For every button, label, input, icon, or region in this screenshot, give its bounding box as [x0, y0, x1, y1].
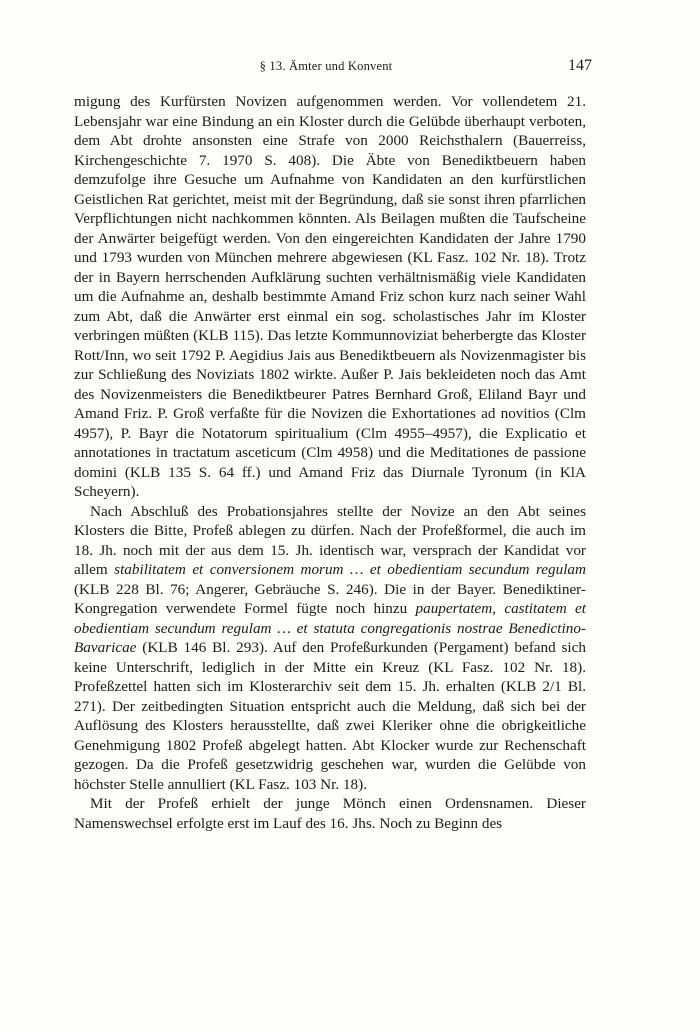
running-head: § 13. Ämter und Konvent	[259, 59, 393, 73]
latin-formula-paupertatem: paupertatem, castitatem et obedientiam secundum regulam … et statuta congregationis nostrae Benedictino-Bavaricae	[74, 600, 587, 656]
page-number: 147	[568, 57, 592, 74]
paragraph-3	[74, 794, 586, 833]
text-segment: migung des Kurfürsten Novizen aufgenommen werden. Vor vollendetem 21. Lebensjahr war eine Bindung an ein Kloster durch die Gelübde überhaupt verboten, dem Abt drohte ansonsten eine Strafe von 2000 Reichsthalern (Bauerreiss, Kirchengeschichte 7. 1970 S. 408). Die Äbte von Benediktbeuern haben demzufolge ihre Gesuche um Aufnahme von Kandidaten an den kurfürstlichen Geistlichen Rat gerichtet, meist mit der Begründung, daß sie sonst ihren pfarrlichen Verpflichtungen nicht nachkommen könnten. Als Beilagen mußten die Taufscheine der Anwärter beigefügt werden. Von den eingereichten Kandidaten der Jahre 1790 und 1793 wurden von München mehrere abgewiesen (KL Fasz. 102 Nr. 18). Trotz der in Bayern herrschenden Aufklärung suchten verhältnismäßig viele Kandidaten um die Aufnahme an, deshalb bestimmte Amand Friz schon kurz nach seiner Wahl zum Abt, daß die Anwärter erst einmal ein sog. scholastisches Jahr im Kloster verbringen müßten (KLB 115). Das letzte Kommunnoviziat beherbergte das Kloster Rott/Inn, wo seit 1792 P. Aegidius Jais aus Benediktbeuern als Novizenmagister bis zur Schließung des Noviziats 1802 wirkte. Außer P. Jais bekleideten noch das Amt des Novizenmeisters die Benediktbeurer Patres Bernhard Groß, Eliland Bayr und Amand Friz. P. Groß verfaßte für die Novizen die Exhortationes ad novitios (Clm 4957), P. Bayr die Notatorum spiritualium (Clm 4955–4957), die Explicatio et annotationes in tractatum asceticum (Clm 4958) und die Meditationes de passione domini (KLB 135 S. 64 ff.) und Amand Friz das Diurnale Tyronum (in KlA Scheyern).	[74, 93, 586, 500]
text-segment: (KLB 146 Bl. 293). Auf den Profeßurkunden (Pergament) befand sich keine Unterschrift, lediglich in der Mitte ein Kreuz (KL Fasz. 102 Nr. 18). Profeßzettel hatten sich im Klosterarchiv seit dem 15. Jh. erhalten (KLB 2/1 Bl. 271). Der zeitbedingten Situation entspricht auch die Meldung, daß sich bei der Auflösung des Klosters herausstellte, daß zwei Kleriker ohne die obrigkeitliche Genehmigung 1802 Profeß abgelegt hatten. Abt Klocker wurde zur Rechenschaft gezogen. Da die Profeß gesetzwidrig geschehen war, wurden die Gelübde von höchster Stelle annulliert (KL Fasz. 103 Nr. 18).	[74, 639, 586, 793]
body-text	[74, 92, 586, 833]
text-segment: Mit der Profeß erhielt der junge Mönch einen Ordensnamen. Dieser Namenswechsel erfolgte erst im Lauf des 16. Jhs. Noch zu Beginn des	[74, 795, 586, 832]
text-segment: (KLB 228 Bl. 76; Angerer, Gebräuche S. 246). Die in der Bayer. Benediktiner-Kongregation verwendete Formel fügte noch hinzu	[74, 580, 586, 617]
page-header	[60, 57, 592, 79]
paragraph-1	[74, 92, 586, 502]
text-segment: Nach Abschluß des Probationsjahres stellte der Novize an den Abt seines Klosters die Bitte, Profeß ablegen zu dürfen. Nach der Profeßformel, die auch im 18. Jh. noch mit der aus dem 15. Jh. identisch war, versprach der Kandidat vor allem	[74, 502, 586, 578]
latin-formula-stabilitatem: stabilitatem et conversionem morum … et obedientiam secundum regulam	[114, 561, 586, 578]
paragraph-2	[74, 502, 586, 795]
